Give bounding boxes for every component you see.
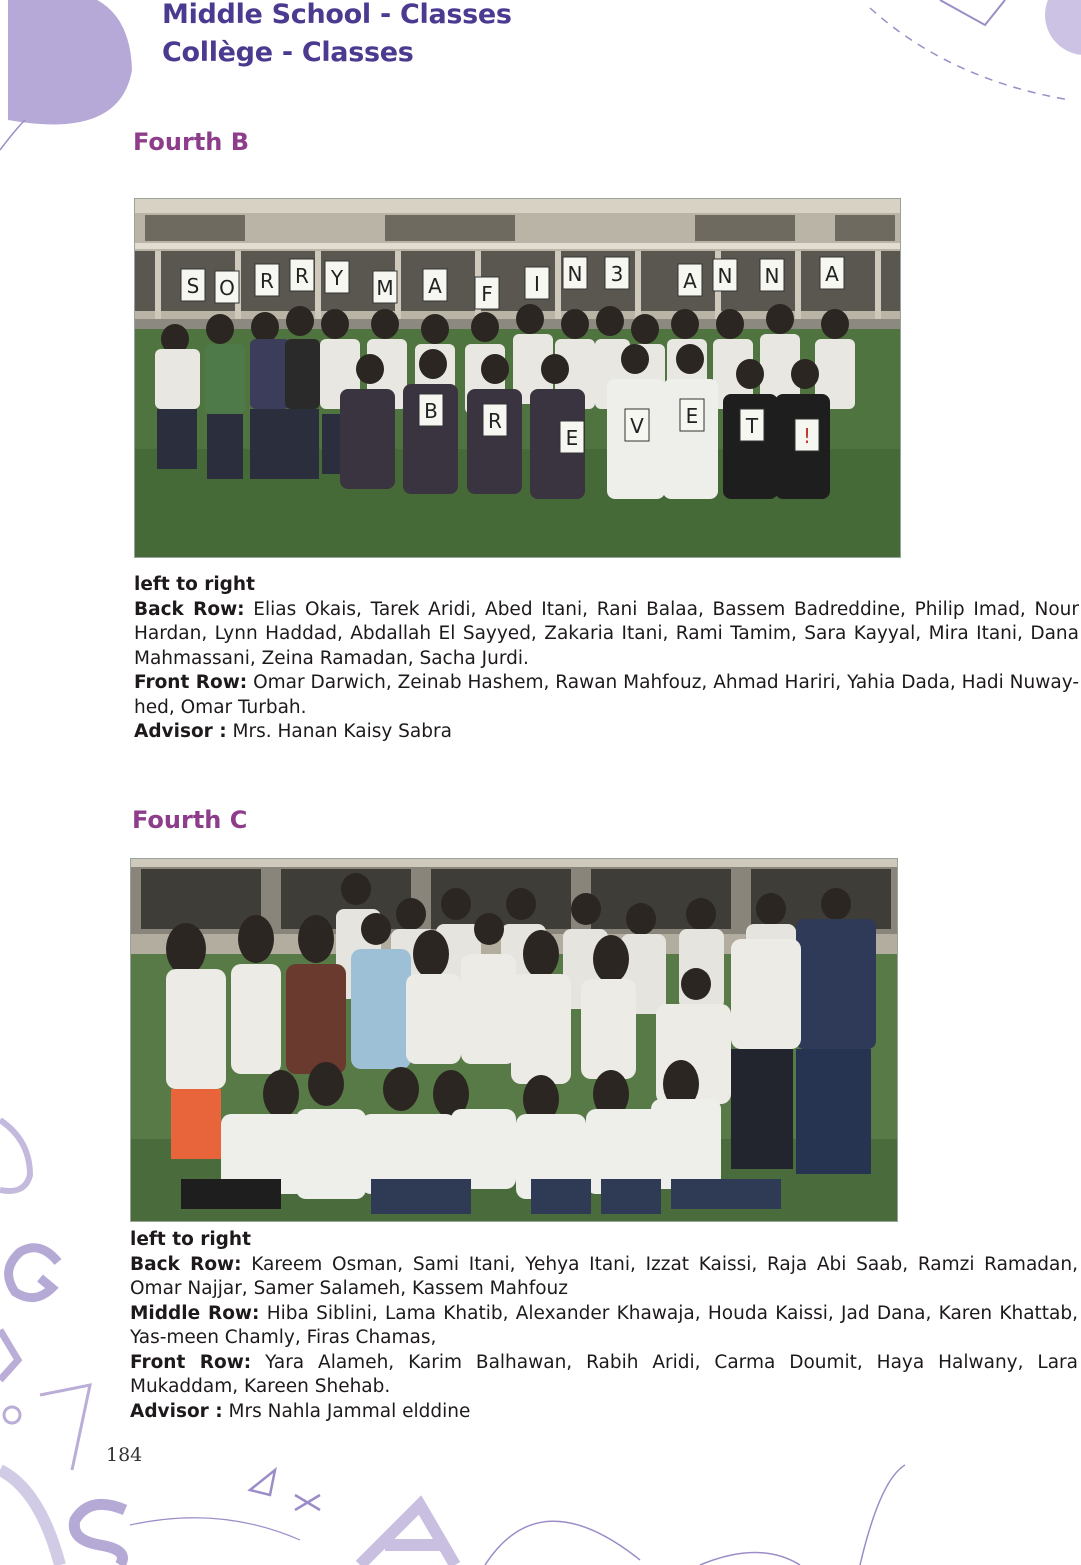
- sign-letter: N: [717, 264, 733, 288]
- sign-letter: R: [295, 264, 309, 288]
- caption-intro: left to right: [134, 574, 255, 595]
- front-row-label: Front Row:: [134, 672, 248, 693]
- sign-letter: I: [534, 272, 540, 296]
- sign-letter: R: [488, 409, 502, 433]
- sign-letter: Y: [330, 266, 344, 290]
- sign-letter: M: [376, 276, 394, 300]
- sign-letter: O: [219, 276, 235, 300]
- decorative-letter-d-icon: [8, 0, 132, 124]
- sign-letter: !: [802, 424, 812, 448]
- sign-letter: R: [260, 269, 274, 293]
- sign-letter: V: [630, 414, 644, 438]
- sign-letter: N: [567, 262, 583, 286]
- class-photo-fourth-c: [130, 858, 898, 1222]
- page-header: [162, 0, 512, 72]
- advisor-name: Mrs. Hanan Kaisy Sabra: [232, 721, 452, 742]
- sign-letter: S: [186, 274, 200, 298]
- header-title-english: Middle School - Classes: [162, 0, 512, 30]
- back-row-names: Kareem Osman, Sami Itani, Yehya Itani, Izzat Kaissi, Raja Abi Saab, Ramzi Ramadan, Omar Najjar, Samer Salameh, Kassem Mahfouz: [130, 1253, 1078, 1299]
- caption-fourth-c: [130, 1228, 1078, 1424]
- advisor-name: Mrs Nahla Jammal elddine: [228, 1400, 471, 1422]
- sign-letter: F: [481, 282, 493, 306]
- decorative-letter-a-icon: [360, 1505, 455, 1565]
- page-number: 184: [106, 1444, 143, 1466]
- back-row-label: Back Row:: [130, 1253, 242, 1275]
- advisor-label: Advisor :: [134, 721, 227, 742]
- section-title-fourth-c: Fourth C: [132, 806, 248, 834]
- back-row-names: Elias Okais, Tarek Aridi, Abed Itani, Rani Balaa, Bassem Badreddine, Philip Imad, Nour Hardan, Lynn Haddad, Abdallah El Sayyed, Zakaria Itani, Rami Tamim, Sara Kayyal, Mira Itani, Dana Mahmassani, Zeina Ramadan, Sacha Jurdi.: [134, 598, 1080, 669]
- middle-row-label: Middle Row:: [130, 1302, 260, 1324]
- decorative-letter-s-icon: [74, 1504, 125, 1565]
- front-row-names: Yara Alameh, Karim Balhawan, Rabih Aridi, Carma Doumit, Haya Halwany, Lara Mukaddam, Kareen Shehab.: [130, 1351, 1078, 1397]
- back-row-label: Back Row:: [134, 598, 245, 620]
- section-title-fourth-b: Fourth B: [133, 128, 250, 156]
- sign-letter: E: [565, 426, 579, 450]
- sign-letter: T: [745, 414, 759, 438]
- sign-letter: 3: [610, 262, 624, 286]
- sign-letter: A: [825, 262, 839, 286]
- sign-letter: A: [428, 274, 442, 298]
- advisor-label: Advisor :: [130, 1400, 223, 1422]
- class-photo-fourth-b: [134, 198, 901, 558]
- caption-fourth-b: [134, 573, 1079, 745]
- decorative-circle-top-right-icon: [1045, 0, 1081, 55]
- header-title-french: Collège - Classes: [162, 37, 414, 68]
- decorative-letter-g-icon: [9, 1248, 58, 1298]
- front-row-label: Front Row:: [130, 1351, 252, 1373]
- sign-letter: N: [764, 264, 780, 288]
- middle-row-names: Hiba Siblini, Lama Khatib, Alexander Khawaja, Houda Kaissi, Jad Dana, Karen Khattab, Yas-meen Chamly, Firas Chamas,: [130, 1302, 1079, 1348]
- sign-letter: B: [424, 399, 438, 423]
- sign-letter: E: [685, 404, 699, 428]
- decorative-swirl-top-right-icon: [870, 8, 1070, 100]
- front-row-names: Omar Darwich, Zeinab Hashem, Rawan Mahfouz, Ahmad Hariri, Yahia Dada, Hadi Nuway-hed, Omar Turbah.: [134, 672, 1080, 718]
- sign-letter: A: [683, 269, 697, 293]
- caption-intro: left to right: [130, 1229, 251, 1250]
